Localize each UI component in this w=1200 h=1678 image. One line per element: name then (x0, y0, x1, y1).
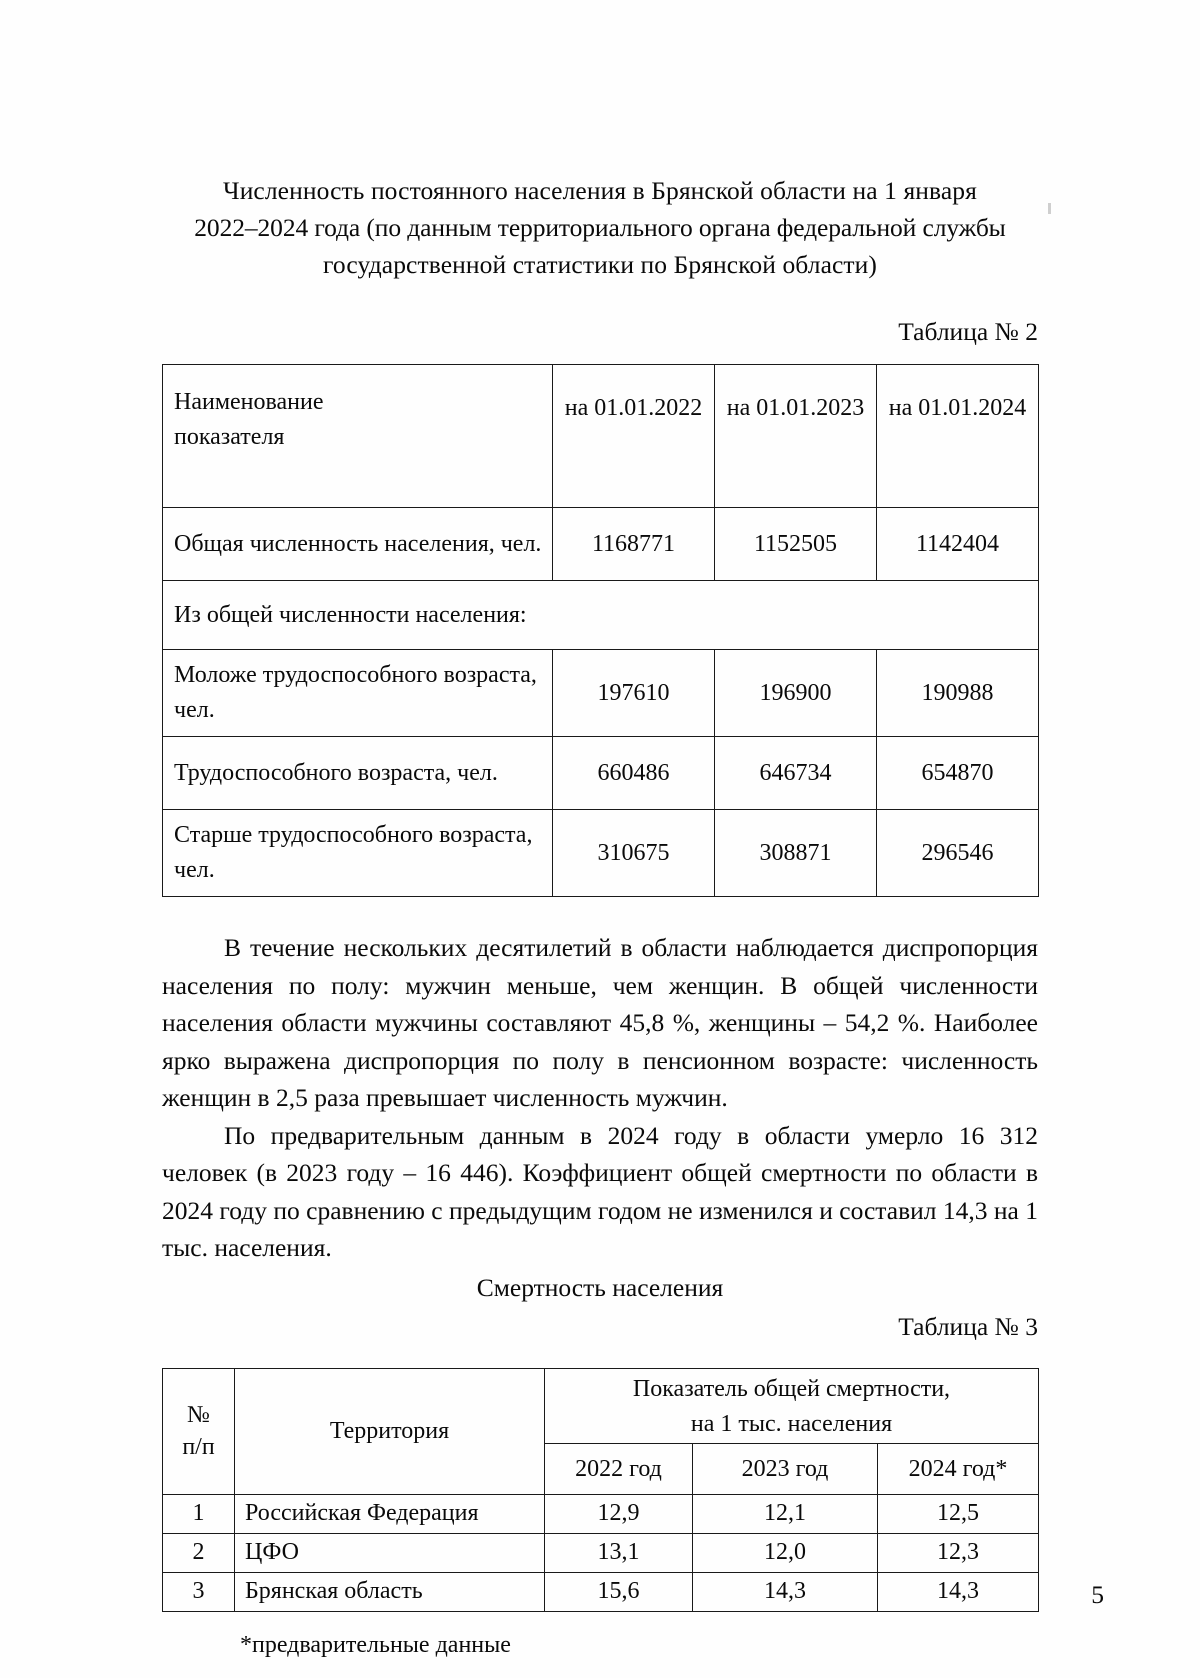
table3-header-group (545, 1368, 1039, 1443)
table3-caption: Таблица № 3 (898, 1311, 1038, 1341)
table2-section-label: Из общей численности населения: (163, 581, 1039, 650)
table3-row2-2024: 14,3 (878, 1572, 1039, 1611)
table3-footnote: *предварительные данные (240, 1631, 511, 1658)
table3-row0-territory: Российская Федерация (235, 1494, 545, 1533)
table3-header-2024: 2024 год* (878, 1443, 1039, 1494)
page-number: 5 (1091, 1580, 1104, 1609)
table2-row3-2024: 296546 (877, 810, 1039, 897)
table2-row3-2023: 308871 (715, 810, 877, 897)
table2-header-row (163, 365, 1039, 508)
table3-header-no-line1: № (187, 1402, 210, 1428)
table-row (163, 650, 1039, 737)
table2-header-2022: на 01.01.2022 (553, 365, 715, 508)
table3-row2-2022: 15,6 (545, 1572, 693, 1611)
table2-row0-label: Общая численность населения, чел. (163, 508, 553, 581)
page-title (162, 172, 1038, 283)
table3-row2-no: 3 (163, 1572, 235, 1611)
table3-row2-2023: 14,3 (693, 1572, 878, 1611)
table2-header-name-line1: Наименование (174, 389, 324, 415)
table3-header-no-line2: п/п (182, 1434, 215, 1460)
table3-header-no (163, 1368, 235, 1494)
table2-row0-2024: 1142404 (877, 508, 1039, 581)
table2-row1-2023: 196900 (715, 650, 877, 737)
table3-row1-no: 2 (163, 1533, 235, 1572)
table2-header-name (163, 365, 553, 508)
table3-header-row-top (163, 1368, 1039, 1443)
table2-row0-2023: 1152505 (715, 508, 877, 581)
table2-row0-2022: 1168771 (553, 508, 715, 581)
table2-row2-2022: 660486 (553, 737, 715, 810)
table3-row0-no: 1 (163, 1494, 235, 1533)
table3-header-2023: 2023 год (693, 1443, 878, 1494)
table-row (163, 508, 1039, 581)
table2-row3-2022: 310675 (553, 810, 715, 897)
table2-row2-label: Трудоспособного возраста, чел. (163, 737, 553, 810)
table-row (163, 1572, 1039, 1611)
paragraph-gender-disproportion: В течение нескольких десятилетий в области наблюдается диспропорция населения по полу: мужчин меньше, чем женщин. В общей численности населения области мужчины составляют 45,8 %, женщины – 54,2 %. Наиболее ярко выражена диспропорция по полу в пенсионном возрасте: численность женщин в 2,5 раза превышает численность мужчин. (162, 933, 1038, 1112)
table3-header-territory: Территория (235, 1368, 545, 1494)
table3-row1-2022: 13,1 (545, 1533, 693, 1572)
title-line-2: 2022–2024 года (по данным территориального органа федеральной службы (194, 213, 1006, 242)
table-row (163, 1533, 1039, 1572)
table3-header-2022: 2022 год (545, 1443, 693, 1494)
table2-row1-label: Моложе трудоспособного возраста, чел. (163, 650, 553, 737)
table2-section-row (163, 581, 1039, 650)
mortality-table (162, 1368, 1039, 1612)
section-heading-mortality: Смертность населения (476, 1272, 724, 1302)
table3-row0-2024: 12,5 (878, 1494, 1039, 1533)
table2-row2-2023: 646734 (715, 737, 877, 810)
population-table (162, 364, 1039, 897)
table3-header-group-line2: на 1 тыс. населения (690, 1410, 893, 1437)
table-row (163, 737, 1039, 810)
paragraph-mortality: По предварительным данным в 2024 году в области умерло 16 312 человек (в 2023 году – 16 446). Коэффициент общей смертности по области в 2024 году по сравнению с предыдущим годом не изменился и составил 14,3 на 1 тыс. населения. (162, 1120, 1038, 1262)
table2-caption: Таблица № 2 (898, 317, 1038, 346)
table3-row1-2023: 12,0 (693, 1533, 878, 1572)
table2-row3-label: Старше трудоспособного возраста, чел. (163, 810, 553, 897)
title-line-3: государственной статистики по Брянской области) (322, 250, 877, 279)
table-row (163, 1494, 1039, 1533)
body-text-block (162, 929, 1038, 1267)
table3-row2-territory: Брянская область (235, 1572, 545, 1611)
table3-row1-territory: ЦФО (235, 1533, 545, 1572)
table2-row1-2022: 197610 (553, 650, 715, 737)
table3-row0-2022: 12,9 (545, 1494, 693, 1533)
page-content (162, 0, 1038, 1660)
table3-row1-2024: 12,3 (878, 1533, 1039, 1572)
table2-row2-2024: 654870 (877, 737, 1039, 810)
table2-header-2023: на 01.01.2023 (715, 365, 877, 508)
table3-header-group-line1: Показатель общей смертности, (632, 1375, 951, 1402)
table2-header-2024: на 01.01.2024 (877, 365, 1039, 508)
table3-row0-2023: 12,1 (693, 1494, 878, 1533)
table2-header-name-line2: показателя (174, 424, 285, 450)
table-row (163, 810, 1039, 897)
scan-artifact (1048, 203, 1051, 214)
title-line-1: Численность постоянного населения в Брянской области на 1 января (223, 176, 977, 205)
table2-row1-2024: 190988 (877, 650, 1039, 737)
